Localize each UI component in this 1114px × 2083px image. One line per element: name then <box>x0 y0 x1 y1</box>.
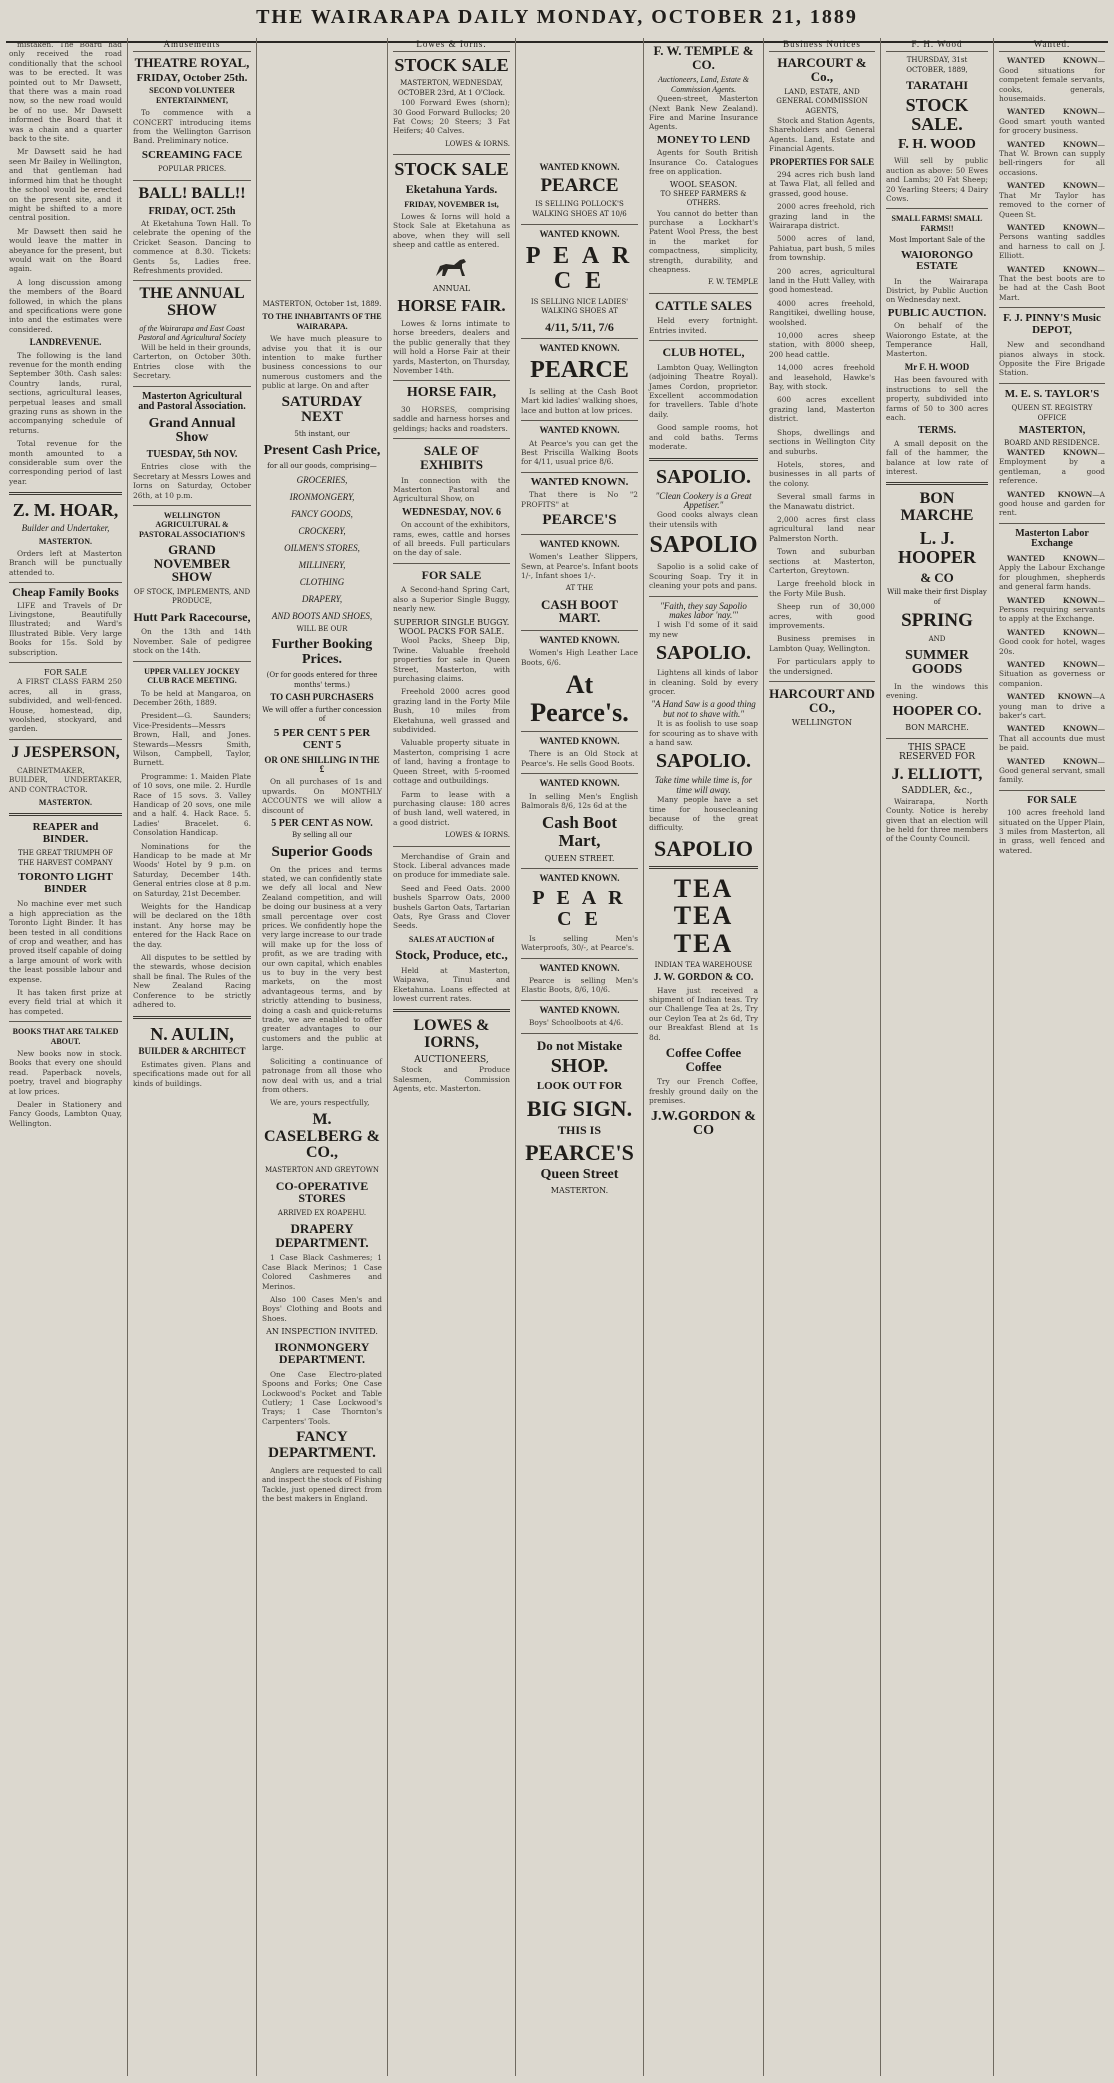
lowes-sig-1: LOWES & IORNS. <box>445 831 510 840</box>
column-7: Business Notices HARCOURT & Co., LAND, ESTATE, AND GENERAL COMMISSION AGENTS, Stock and Station Agents, Shareholders and General Agents. Land, Estate and Financial Agents. PROPERTIES FOR SALE 294 acres rich bush land at Tawa Flat, all felled and grassed, good house. 2000 acres freehold, rich grazing land in the Wairarapa district. 5000 acres of land, Pahiatua, part bush, 5 miles from township. 200 acres, agricultural land in the Hutt Valley, with good homestead. 4000 acres freehold, Rangitikei, dwelling house, woolshed. 10,000 acres sheep station, with 8000 sheep, 200 head cattle. 14,000 acres freehold and leasehold, Hawke's Bay, with stock. 600 acres excellent grazing land, Masterton district. Shops, dwellings and sections in Wellington City and suburbs. Hotels, stores, and businesses in all parts of the colony. Several small farms in the Manawatu district. 2,000 acres first class agricultural land near Palmerston North. Town and suburban sections at Masterton, Carterton, Greytown. Large freehold block in the Forty Mile Bush. Sheep run of 30,000 acres, with good improvements. Business premises in Lambton Quay, Wellington. For particulars apply to the undersigned. HARCOURT AND CO., WELLINGTON <box>764 38 881 2076</box>
harcourt-sub: LAND, ESTATE, AND GENERAL COMMISSION AGENTS, <box>776 87 868 115</box>
entertainment-title: SECOND VOLUNTEER ENTERTAINMENT, <box>149 86 235 105</box>
theatre-title: THEATRE ROYAL, <box>134 55 250 71</box>
public-auction: PUBLIC AUCTION. <box>887 306 987 319</box>
small-farms: SMALL FARMS! SMALL FARMS!! <box>891 214 983 233</box>
hutt-park: Hutt Park Racecourse, <box>133 609 251 624</box>
labour-exchange: Masterton Labor Exchange <box>1015 527 1089 550</box>
hoar-ad-town: MASTERTON. <box>38 536 93 546</box>
ball-date: FRIDAY, OCT. 25th <box>148 205 236 217</box>
wool-packs: WOOL PACKS FOR SALE. <box>398 627 505 636</box>
ftc-sub: Auctioneers, Land, Estate & Commission Agents. <box>658 75 749 94</box>
november-show: GRAND NOVEMBER SHOW <box>153 542 231 585</box>
wanted-9l: WANTED KNOWN <box>1007 659 1098 669</box>
for-sale-9: FOR SALE <box>1027 794 1077 806</box>
this-is: THIS IS <box>557 1122 602 1137</box>
terms: TERMS. <box>917 425 957 437</box>
stock-sale-2: STOCK SALE <box>394 159 509 180</box>
col3-item-7: DRAPERY, <box>301 593 343 604</box>
jesperson-town: MASTERTON. <box>38 797 93 807</box>
present-cash: Present Cash Price, <box>263 442 381 458</box>
grand-show-date: TUESDAY, 5th NOV. <box>146 448 238 460</box>
time-quote: Take time while time is, for time will away. <box>654 775 753 795</box>
column-6: F. W. TEMPLE & CO. Auctioneers, Land, Estate & Commission Agents. Queen-street, Masterton (Next Bank New Zealand). Fire and Marine Insurance Agents. MONEY TO LEND Agents for South British Insurance Co. Catalogues free on application. WOOL SEASON. TO SHEEP FARMERS & OTHERS. You cannot do better than purchase a Lockhart's Patent Wool Press, the best in the market for compactness, simplicity, strength, durability, and cheapness. F. W. TEMPLE CATTLE SALES Held every fortnight. Entries invited. CLUB HOTEL, Lambton Quay, Wellington (adjoining Theatre Royal). James Cordon, proprietor. Excellent accommodation for travellers. Table d'hote daily. Good sample rooms, hot and cold baths. Terms moderate. SAPOLIO. "Clean Cookery is a Great Appetiser." Good cooks always clean their utensils with SAPOLIO Sapolio is a solid cake of Scouring Soap. Try it in cleaning your pots and pans. "Faith, they say Sapolio makes labor 'nay.'" I wish I'd some of it said my new SAPOLIO. Lightens all kinds of labor in cleaning. Sold by every grocer. "A Hand Saw is a good thing but not to shave with." It is as foolish to use soap for scouring as to shave with a hand saw. SAPOLIO. Take time while time is, for time will away. Many people have a set time for housecleaning because of the great difficulty. SAPOLIO TEA TEA TEA INDIAN TEA WAREHOUSE J. W. GORDON & CO. Have just received a shipment of Indian teas. Try our Challenge Tea at 2s, Try our Ceylon Tea at 2s 6d, Try our Breakfast Blend at 1s 8d. Coffee Coffee Coffee Try our French Coffee, freshly ground daily on the premises. J.W.GORDON & CO <box>644 38 764 2076</box>
column-1: mistaken. The Board had only received the road conditionally that the school was to be erected. It was pointed out to Mr Dawsett, that there was a main road now, so the new road would be of no use. Mr Dawsett informed the Board that it was a chain and a quarter back to the site. Mr Dawsett said he had seen Mr Bailey in Wellington, and that gentleman had informed him that he thought the school would be erected on the present site, and it might be shifted to a more central position. Mr Dawsett then said he would leave the matter in abeyance for the present, but would wait on the Board again. A long discussion among the members of the Board followed, in which the plans and specifications were gone into and the estimates were considered. LANDREVENUE. The following is the land revenue for the month ending September 30th. Cash sales: Country lands, rural, sections, agricultural leases, perpetual leases and small grazing runs as shown in the accompanying schedule of returns. Total revenue for the month amounted to a considerable sum over the corresponding period of last year. Z. M. HOAR, Builder and Undertaker, MASTERTON. Orders left at Masterton Branch will be punctually attended to. Cheap Family Books LIFE and Travels of Dr Livingstone, Beautifully Illustrated; and Ward's Illustrated Bible. Very large Books for 15s. Sold by subscription. FOR SALE A FIRST CLASS FARM 250 acres, all in grass, subdivided, and well-fenced. House, homestead, dip, woolshed, stockyard, and garden. J JESPERSON, CABINETMAKER, BUILDER, UNDERTAKER, AND CONTRACTOR. MASTERTON. REAPER and BINDER. THE GREAT TRIUMPH OF THE HARVEST COMPANY TORONTO LIGHT BINDER No machine ever met such a high appreciation as the Toronto Light Binder. It has been tested in all conditions of crop and weather, and has proved itself capable of doing a large amount of work with the least possible labour and expense. It has taken first prize at every field trial at which it has competed. BOOKS THAT ARE TALKED ABOUT. New books now in stock. Books that every one should read. Paperback novels, poetry, travel and biography at low prices. Dealer in Stationery and Fancy Goods, Lambton Quay, Wellington. <box>4 38 128 2076</box>
ljhooper: L. J. HOOPER <box>897 527 976 567</box>
fhwood-stock-sale: STOCK SALE. <box>905 94 969 134</box>
superior-goods: Superior Goods <box>271 843 373 860</box>
wanted-header: Wanted. <box>999 40 1105 52</box>
sapolio-2: SAPOLIO <box>649 532 758 559</box>
big-sign: BIG SIGN. <box>526 1095 633 1121</box>
club-hotel: CLUB HOTEL, <box>662 345 745 360</box>
wanted-12: WANTED KNOWN. <box>539 1004 620 1015</box>
col3-item-3: CROCKERY, <box>298 525 346 536</box>
land-revenue-title: LANDREVENUE. <box>29 337 102 348</box>
fhwood-date: THURSDAY, 31st OCTOBER, 1889, <box>906 56 968 74</box>
wanted-9k: WANTED KNOWN <box>1007 627 1098 637</box>
board-residence: BOARD AND RESIDENCE. <box>1004 438 1100 447</box>
do-not-mistake: Do not Mistake <box>536 1037 623 1053</box>
wanted-11: WANTED KNOWN. <box>539 962 620 973</box>
pearce-big: P E A R C E <box>525 242 634 294</box>
clean-cookery: "Clean Cookery is a Great Appetiser." <box>655 490 752 510</box>
annual-label: ANNUAL <box>432 283 471 293</box>
column-5: WANTED KNOWN. PEARCE IS SELLING POLLOCK'S WALKING SHOES AT 10/6 WANTED KNOWN. P E A R C E IS SELLING NICE LADIES' WALKING SHOES AT 4/11, 5/11, 7/6 WANTED KNOWN. PEARCE Is selling at the Cash Boot Mart kid ladies' walking shoes, lace and button at low prices. WANTED KNOWN. At Pearce's you can get the Best Priscilla Walking Boots for 4/11, usual price 8/6. WANTED KNOWN. That there is No "2 PROFITS" at PEARCE'S WANTED KNOWN. Women's Leather Slippers, Sewn, at Pearce's. Infant boots 1/-, Infant shoes 1/-. AT THE CASH BOOT MART. WANTED KNOWN. Women's High Leather Lace Boots, 6/6. At Pearce's. WANTED KNOWN. There is an Old Stock at Pearce's. He sells Good Boots. WANTED KNOWN. In selling Men's English Balmorals 8/6, 12s 6d at the Cash Boot Mart, QUEEN STREET. WANTED KNOWN. P E A R C E Is selling Men's Waterproofs, 30/-, at Pearce's. WANTED KNOWN. Pearce is selling Men's Elastic Boots, 8/6, 10/6. WANTED KNOWN. Boys' Schoolboots at 4/6. Do not Mistake SHOP. LOOK OUT FOR BIG SIGN. THIS IS PEARCE'S Queen Street MASTERTON. <box>516 38 644 2076</box>
look-out: LOOK OUT FOR <box>536 1080 623 1093</box>
amusements-header: Amusements <box>133 40 251 52</box>
society-name: of the Wairarapa and East Coast Pastoral and Agricultural Society <box>137 324 247 343</box>
annual-show-title: THE ANNUAL SHOW <box>139 285 245 320</box>
wellington-assoc: WELLINGTON AGRICULTURAL & PASTORAL ASSOCIATION'S <box>138 510 246 539</box>
hooper-co: HOOPER CO. <box>892 703 982 719</box>
caselberg-loc: MASTERTON AND GREYTOWN <box>264 1166 380 1175</box>
hand-saw-quote: "A Hand Saw is a good thing but not to shave with." <box>651 699 756 719</box>
stock-sale-1-date: MASTERTON, WEDNESDAY, OCTOBER 23rd, At 1 O'Clock. <box>398 79 505 97</box>
stock-produce: Stock, Produce, etc., <box>395 947 508 963</box>
wanted-3: WANTED KNOWN. <box>539 343 620 354</box>
cash-boot-1: CASH BOOT MART. <box>541 596 618 626</box>
aulin-sub: BUILDER & ARCHITECT <box>138 1046 246 1057</box>
col3-to: TO THE INHABITANTS OF THE WAIRARAPA. <box>262 312 382 331</box>
col3-item-2: FANCY GOODS, <box>291 508 353 519</box>
wanted-9b: WANTED KNOWN <box>1007 107 1098 117</box>
column-9: Wanted. WANTED KNOWN—Good situations for competent female servants, cooks, generals, housemaids. WANTED KNOWN—Good smart youth wanted for grocery business. WANTED KNOWN—That W. Brown can supply bell-ringers for all occasions. WANTED KNOWN—That Mr Taylor has removed to the corner of Queen St. WANTED KNOWN—Persons wanting saddles and harness to call on J. Elliott. WANTED KNOWN—That the best boots are to be had at the Cash Boot Mart. F. J. PINNY'S Music DEPOT, New and secondhand pianos always in stock. Opposite the Fire Brigade Station. M. E. S. TAYLOR'S QUEEN ST. REGISTRY OFFICE MASTERTON, BOARD AND RESIDENCE. WANTED KNOWN—Employment by a gentleman, a good reference. WANTED KNOWN—A good house and garden for rent. Masterton Labor Exchange WANTED KNOWN—Apply the Labour Exchange for ploughmen, shepherds and general farm hands. WANTED KNOWN—Persons requiring servants to apply at the Exchange. WANTED KNOWN—Good cook for hotel, wages 20s. WANTED KNOWN—Situation as governess or companion. WANTED KNOWN—A young man to drive a baker's cart. WANTED KNOWN—That all accounts due must be paid. WANTED KNOWN—Good general servant, small family. FOR SALE 100 acres freehold land situated on the Upper Plain, 3 miles from Masterton, all in grass, well fenced and watered. <box>999 39 1105 855</box>
coop-stores: CO-OPERATIVE STORES <box>275 1178 369 1206</box>
wanted-2: WANTED KNOWN. <box>539 229 620 240</box>
wanted-9e: WANTED KNOWN <box>1007 222 1098 232</box>
bon-marche-2: BON MARCHE. <box>905 723 969 733</box>
for-sale-title: FOR SALE <box>421 567 482 582</box>
pearce-1: PEARCE <box>540 175 619 197</box>
tea-sub: INDIAN TEA WAREHOUSE <box>654 960 753 969</box>
wanted-9j: WANTED KNOWN <box>1007 595 1098 605</box>
tea-title: TEA TEA TEA <box>673 873 734 958</box>
auctioneers-label: AUCTIONEERS, <box>414 1055 489 1066</box>
pearce-3: PEARCE <box>530 356 629 383</box>
ftc-sig: F. W. TEMPLE <box>707 278 758 287</box>
coffee-title: Coffee Coffee Coffee <box>665 1045 742 1074</box>
aulin-title: N. AULIN, <box>150 1023 234 1044</box>
jwg-title: J. W. GORDON & CO. <box>653 972 754 984</box>
taratahi: TARATAHI <box>905 78 968 93</box>
queen-st: QUEEN STREET. <box>544 854 615 863</box>
toronto-binder: TORONTO LIGHT BINDER <box>18 871 113 895</box>
wanted-9m: WANTED KNOWN <box>1007 692 1093 702</box>
to-sheep-farmers: TO SHEEP FARMERS & OTHERS. <box>660 189 747 208</box>
pearce-big-2: P E A R C E <box>532 886 627 930</box>
ftc-title: F. W. TEMPLE & CO. <box>653 43 754 72</box>
theatre-date: FRIDAY, October 25th. <box>136 72 248 85</box>
wanted-9d: WANTED KNOWN <box>1007 181 1098 191</box>
wanted-1: WANTED KNOWN. <box>539 162 620 172</box>
five-percent-as-now: 5 PER CENT AS NOW. <box>271 818 373 829</box>
sapolio-3: SAPOLIO. <box>655 642 752 665</box>
cash-purchasers: TO CASH PURCHASERS <box>270 692 374 703</box>
cash-boot-2: Cash Boot Mart, <box>541 813 618 851</box>
lowes-header: Lowes & Iorns. <box>393 40 510 52</box>
masterton-assoc: Masterton Agricultural and Pastoral Association. <box>138 390 246 413</box>
wanted-7: WANTED KNOWN. <box>539 635 620 646</box>
wanted-9g: WANTED KNOWN <box>1007 448 1098 458</box>
fancy-dept: FANCY DEPARTMENT. <box>268 1429 376 1462</box>
column-8: F. H. Wood THURSDAY, 31st OCTOBER, 1889, TARATAHI STOCK SALE. F. H. WOOD Will sell by public auction as above: 50 Ewes and Lambs; 20 Fat Sheep; 20 Yearling Steers; 4 Dairy Cows. SMALL FARMS! SMALL FARMS!! Most Important Sale of the WAIORONGO ESTATE In the Wairarapa District, by Public Auction on Wednesday next. PUBLIC AUCTION. On behalf of the Waiorongo Estate, at the Temperance Hall, Masterton. Mr F. H. WOOD Has been favoured with instructions to sell the property, subdivided into farms of 50 to 300 acres each. TERMS. A small deposit on the fall of the hammer, the balance at low rate of interest. BON MARCHE L. J. HOOPER & CO Will make their first Display of SPRING AND SUMMER GOODS In the windows this evening. HOOPER CO. BON MARCHE. THIS SPACE RESERVED FOR J. ELLIOTT, SADDLER, &c., Wairarapa, North County. Notice is hereby given that an election will be held for three members of the County Council. <box>881 38 994 2076</box>
wanted-4: WANTED KNOWN. <box>539 425 620 436</box>
sapolio-5: SAPOLIO <box>653 835 754 861</box>
exhibits-date: WEDNESDAY, NOV. 6 <box>401 506 502 518</box>
queen-st-2: Queen Street <box>540 1166 619 1182</box>
lowes-iorns-big: LOWES & IORNS, <box>413 1017 490 1052</box>
pearces-1: PEARCE'S <box>542 512 617 528</box>
masthead-title: THE WAIRARAPA DAILY MONDAY, OCTOBER 21, 1889 <box>256 6 858 28</box>
wanted-9n: WANTED KNOWN <box>1007 724 1098 734</box>
col3-item-4: OILMEN'S STORES, <box>284 542 360 553</box>
hoar-ad-sub: Builder and Undertaker, <box>21 523 110 534</box>
shop-title: SHOP. <box>550 1055 609 1078</box>
taylor-title: M. E. S. TAYLOR'S <box>1004 387 1100 400</box>
wellington-7: WELLINGTON <box>791 718 853 728</box>
wanted-9i: WANTED KNOWN <box>1007 553 1098 563</box>
summer-goods: SUMMER GOODS <box>905 647 969 678</box>
wanted-9f: WANTED KNOWN <box>1007 264 1098 274</box>
column-2: Amusements THEATRE ROYAL, FRIDAY, October 25th. SECOND VOLUNTEER ENTERTAINMENT, To commence with a CONCERT introducing items from the Wellington Garrison Band. Preliminary notice. SCREAMING FACE POPULAR PRICES. BALL! BALL!! FRIDAY, OCT. 25th At Eketahuna Town Hall. To celebrate the opening of the Cricket Season. Dancing to commence at 8.30. Tickets: Gents 5s, Ladies free. Refreshments provided. THE ANNUAL SHOW of the Wairarapa and East Coast Pastoral and Agricultural Society Will be held in their grounds, Carterton, on October 30th. Entries close with the Secretary. Masterton Agricultural and Pastoral Association. Grand Annual Show TUESDAY, 5th NOV. Entries close with the Secretary at Messrs Lowes and Iorns on Saturday, October 26th, at 10 p.m. WELLINGTON AGRICULTURAL & PASTORAL ASSOCIATION'S GRAND NOVEMBER SHOW OF STOCK, IMPLEMENTS, AND PRODUCE, Hutt Park Racecourse, On the 13th and 14th November. Sale of pedigree stock on the 14th. UPPER VALLEY JOCKEY CLUB RACE MEETING. To be held at Mangaroa, on December 26th, 1889. President—G. Saunders; Vice-Presidents—Messrs Brown, Hall, and Jones. Stewards—Messrs Smith, Wilson, Campbell, Taylor, Burnett. Programme: 1. Maiden Plate of 10 sovs, one mile. 2. Hurdle Race of 15 sovs. 3. Valley Handicap of 20 sovs, one mile and a half. 4. Hack Race. 5. Ladies' Bracelet. 6. Consolation Handicap. Nominations for the Handicap to be made at Mr Woods' Hotel by 9 p.m. on Saturday, December 14th. General entries close at 8 p.m. on Saturday, 21st December. Weights for the Handicap will be declared on the 18th instant. Any horse may be entered for the Hack Race on the day. All disputes to be settled by the stewards, whose decision shall be final. The Rules of the New Zealand Racing Conference to be strictly adhered to. N. AULIN, BUILDER & ARCHITECT Estimates given. Plans and specifications made out for all kinds of buildings. <box>128 38 257 2076</box>
masthead <box>0 6 1114 36</box>
books-talked-title: BOOKS THAT ARE TALKED ABOUT. <box>12 1027 119 1046</box>
reaper-ad-title: REAPER and BINDER. <box>32 821 99 845</box>
col3-town: MASTERTON, October 1st, 1889. <box>262 300 382 308</box>
cattle-sales: CATTLE SALES <box>655 297 752 313</box>
registry-title: QUEEN ST. REGISTRY OFFICE <box>1011 404 1093 422</box>
harcourt-title: HARCOURT & Co., <box>777 55 867 85</box>
stock-sale-2-yard: Eketahuna Yards. <box>405 182 498 197</box>
col3-item-8: AND BOOTS AND SHOES, <box>271 610 373 621</box>
reserved-space: THIS SPACE RESERVED FOR <box>898 742 976 763</box>
grand-show-title: Grand Annual Show <box>148 415 236 446</box>
horse-fair-1: HORSE FAIR. <box>397 296 506 316</box>
co: & CO <box>920 569 954 585</box>
wanted-9h: WANTED KNOWN <box>1007 489 1093 499</box>
mr-fhwood: Mr F. H. WOOD <box>904 361 970 372</box>
masterton-5: MASTERTON. <box>550 1186 609 1196</box>
col3-item-5: MILLINERY, <box>298 559 346 570</box>
stock-sale-1: STOCK SALE <box>394 55 509 76</box>
pinny-title: F. J. PINNY'S Music DEPOT, <box>1003 312 1101 336</box>
harcourt-2: HARCOURT AND CO., <box>769 686 875 715</box>
wanted-9: WANTED KNOWN. <box>539 778 620 789</box>
further-booking: Further Booking Prices. <box>271 637 373 667</box>
fhwood-header: F. H. Wood <box>886 40 988 52</box>
upper-valley-title: UPPER VALLEY JOCKEY CLUB RACE MEETING. <box>144 666 240 686</box>
properties-title: PROPERTIES FOR SALE <box>769 156 875 167</box>
fhwood-name: F. H. WOOD <box>898 136 976 152</box>
one-shilling: OR ONE SHILLING IN THE £ <box>264 754 380 774</box>
wanted-10: WANTED KNOWN. <box>539 873 620 884</box>
five-percent: 5 PER CENT 5 PER CENT 5 <box>273 727 371 752</box>
col3-item-6: CLOTHING <box>299 576 345 587</box>
wanted-9c: WANTED KNOWN <box>1007 139 1098 149</box>
wanted-5: WANTED KNOWN. <box>530 475 629 488</box>
col3-item-1: IRONMONGERY, <box>289 491 355 502</box>
col3-item-0: GROCERIES, <box>296 474 348 485</box>
hoar-ad-title: Z. M. HOAR, <box>12 500 119 521</box>
wanted-9o: WANTED KNOWN <box>1007 756 1098 766</box>
horse-icon <box>432 254 472 280</box>
wanted-6: WANTED KNOWN. <box>539 538 620 549</box>
column-3: MASTERTON, October 1st, 1889. TO THE INHABITANTS OF THE WAIRARAPA. We have much pleasure to advise you that it is our intention to make further business concessions to our numerous customers and the public at large. On and after SATURDAY NEXT 5th instant, our Present Cash Price, for all our goods, comprising— GROCERIES, IRONMONGERY, FANCY GOODS, CROCKERY, OILMEN'S STORES, MILLINERY, CLOTHING DRAPERY, AND BOOTS AND SHOES, WILL BE OUR Further Booking Prices. (Or for goods entered for three months' terms.) TO CASH PURCHASERS We will offer a further concession of 5 PER CENT 5 PER CENT 5 OR ONE SHILLING IN THE £ On all purchases of 1s and upwards. On MONTHLY ACCOUNTS we will allow a discount of 5 PER CENT AS NOW. By selling all our Superior Goods On the prices and terms stated, we can confidently state we defy all local and New Zealand competition, and will be doing our business at a very small percentage over cost prices. We confidently hope the very large increase to our trade will make up for the loss of profit, as we are trading with our own capital, which enables us to buy in the very best markets, on the most advantageous terms, and by strictly attending to business, doing a cash and quick-returns trade, we are enabled to offer greater advantages to our customers and the public at large. Soliciting a continuance of patronage from all those who now deal with us, and a trial from others. We are, yours respectfully, M. CASELBERG & CO., MASTERTON AND GREYTOWN CO-OPERATIVE STORES ARRIVED EX ROAPEHU. DRAPERY DEPARTMENT. 1 Case Black Cashmeres; 1 Case Black Merinos; 1 Case Colored Cashmeres and Merinos. Also 100 Cases Men's and Boys' Clothing and Boots and Shoes. AN INSPECTION INVITED. IRONMONGERY DEPARTMENT. One Case Electro-plated Spoons and Forks; One Case Lockwood's Pocket and Table Cutlery; 1 Case Lockwood's Trays; 1 Case Thornton's Carpenters' Tools. FANCY DEPARTMENT. Anglers are requested to call and inspect the stock of Fishing Tackle, just opened direct from the best makers in England. <box>257 38 388 2076</box>
jesperson-ad-title: J JESPERSON, <box>11 743 120 761</box>
stock-sale-2-date: FRIDAY, NOVEMBER 1st, <box>404 199 499 209</box>
cheap-books-title: Cheap Family Books <box>12 585 119 600</box>
caselberg-title: M. CASELBERG & CO., <box>263 1110 381 1162</box>
faith-quote: "Faith, they say Sapolio makes labor 'nay.'" <box>660 600 747 620</box>
buggy-title: SUPERIOR SINGLE BUGGY. <box>393 617 510 627</box>
exhibits-title: SALE OF EXHIBITS <box>420 443 483 472</box>
ball-title: BALL! BALL!! <box>138 184 246 202</box>
wanted-8: WANTED KNOWN. <box>539 735 620 746</box>
sapolio-4: SAPOLIO. <box>655 750 752 773</box>
at-pearces: At Pearce's. <box>530 670 629 727</box>
waiorongo: WAIORONGO ESTATE <box>900 248 974 273</box>
column-4: Lowes & Iorns. STOCK SALE MASTERTON, WEDNESDAY, OCTOBER 23rd, At 1 O'Clock. 100 Forward Ewes (shorn); 30 Good Forward Bullocks; 20 Fat Cows; 20 Steers; 3 Fat Heifers; 40 Calves. LOWES & IORNS. STOCK SALE Eketahuna Yards. FRIDAY, NOVEMBER 1st, Lowes & Iorns will hold a Stock Sale at Eketahuna as above, when they will sell sheep and cattle as entered. ANNUAL HORSE FAIR. Lowes & Iorns intimate to horse breeders, dealers and the public generally that they will hold a Horse Fair at their yards, Masterton, on Thursday, November 14th. HORSE FAIR, 30 HORSES, comprising saddle and harness horses and geldings; hacks and roadsters. SALE OF EXHIBITS In connection with the Masterton Pastoral and Agricultural Show, on WEDNESDAY, NOV. 6 On account of the exhibitors, rams, ewes, cattle and horses of all breeds. Full particulars on the day of sale. FOR SALE A Second-hand Spring Cart, also a Superior Single Buggy, nearly new. SUPERIOR SINGLE BUGGY. WOOL PACKS FOR SALE. Wool Packs, Sheep Dip, Twine. Valuable freehold properties for sale in Queen Street, Masterton, with purchasing claims. Freehold 2000 acres good grazing land in the Forty Mile Bush, 10 miles from Eketahuna, well grassed and subdivided. Valuable property situate in Masterton, comprising 1 acre of land, having a frontage to Queen Street, with 5-roomed cottage and outbuildings. Farm to lease with a purchasing clause: 180 acres of bush land, well watered, in a good district. LOWES & IORNS. Merchandise of Grain and Stock. Liberal advances made on produce for immediate sale. Seed and Feed Oats. 2000 bushels Sparrow Oats, 2000 bushels Garton Oats, Tartarian Oats, Rye Grass and Clover Seeds. SALES AT AUCTION of Stock, Produce, etc., Held at Masterton, Waipawa, Tinui and Eketahuna. Loans effected at lowest current rates. LOWES & IORNS, AUCTIONEERS, Stock and Produce Salesmen, Commission Agents, etc. Masterton. <box>388 38 516 2076</box>
iron-dept: IRONMONGERY DEPARTMENT. <box>274 1339 370 1367</box>
pearces-2: PEARCE'S <box>525 1139 634 1165</box>
wool-season: WOOL SEASON. <box>669 180 738 190</box>
business-header: Business Notices <box>769 40 875 52</box>
elliott: J. ELLIOTT, <box>891 765 983 783</box>
saddler: SADDLER, &c., <box>901 786 973 797</box>
spring: SPRING <box>901 610 973 632</box>
jwg-2: J.W.GORDON & CO <box>651 1108 756 1139</box>
sales-auction: SALES AT AUCTION of <box>408 934 495 944</box>
money-to-lend: MONEY TO LEND <box>656 133 751 146</box>
sapolio-1: SAPOLIO. <box>655 465 752 488</box>
wanted-9a: WANTED KNOWN <box>1007 56 1098 66</box>
horse-fair-2: HORSE FAIR, <box>406 385 497 401</box>
masterton-9: MASTERTON, <box>1018 425 1086 437</box>
col1-article: mistaken. The Board had only received the road conditionally that the school was to be erected. It was pointed out to Mr Dawsett, that there was a main road now, so the new road would be of no use. Mr Dawsett informed the Board that it was a chain and a quarter back to the site. Mr Dawsett said he had seen Mr Bailey in Wellington, and that gentleman had informed him that he thought the school would be erected on the present site, and it might be shifted to a more central position. Mr Dawsett then said he would leave the matter in abeyance for the present, but would wait on the Board again. A long discussion among the members of the Board followed, in which the plans and specifications were gone into and the estimates were considered. <box>9 40 122 334</box>
bon-marche: BON MARCHE <box>900 490 974 525</box>
farce-title: SCREAMING FACE <box>141 148 243 161</box>
saturday-next: SATURDAY NEXT <box>281 393 363 426</box>
drapery-dept: DRAPERY DEPARTMENT. <box>275 1221 369 1250</box>
